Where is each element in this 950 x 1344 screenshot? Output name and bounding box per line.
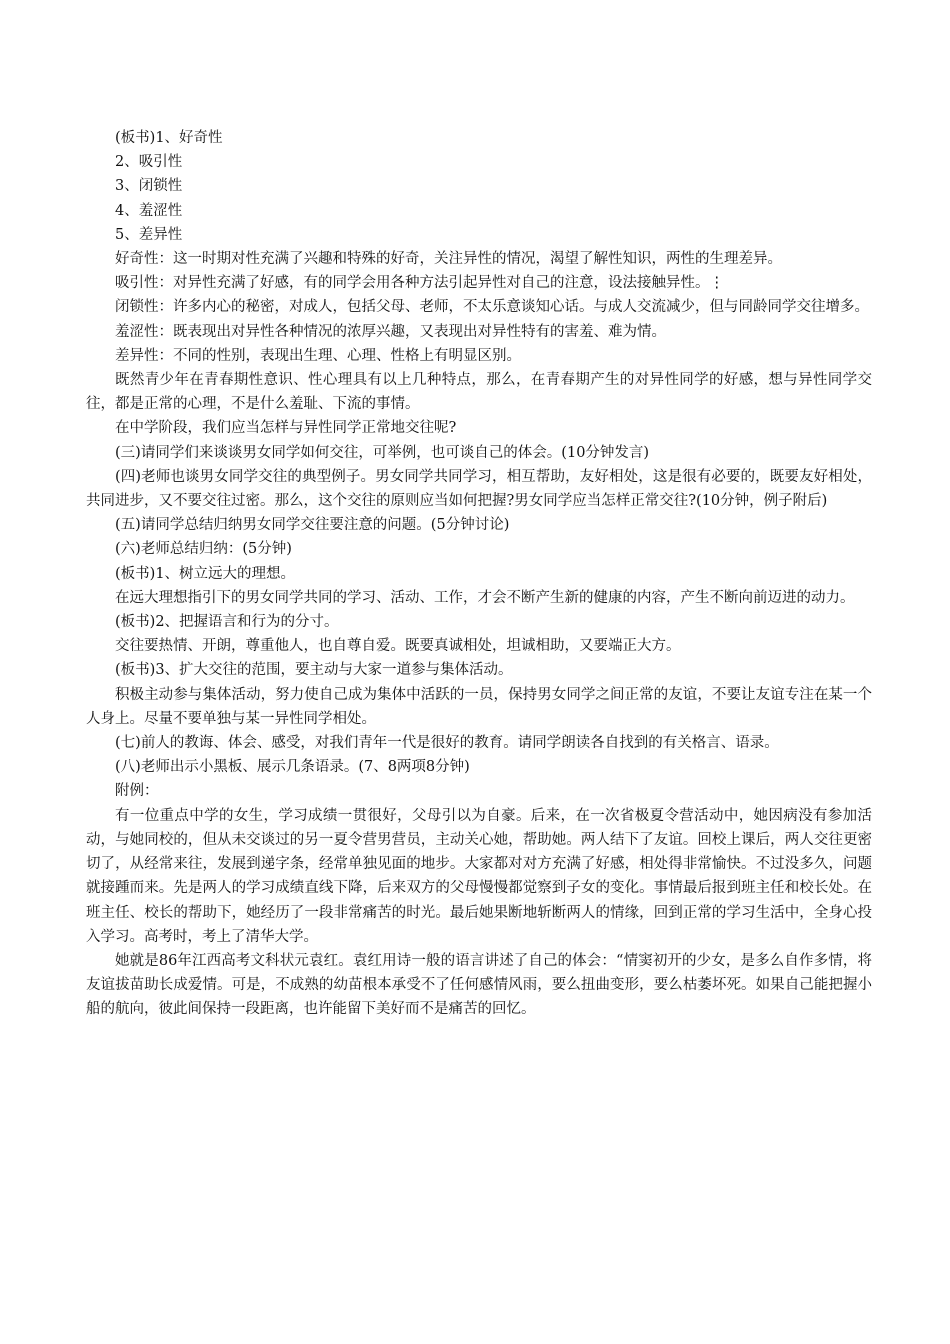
paragraph-closedness: 闭锁性：许多内心的秘密，对成人，包括父母、老师，不太乐意谈知心话。与成人交流减少，但与同龄同学交往增多。 <box>115 299 869 316</box>
board-point-3-text: 积极主动参与集体活动，努力使自己成为集体中活跃的一员，保持男女同学之间正常的友谊，不要让友谊专注在某一个人身上。尽量不要单独与某一异性同学相处。 <box>86 686 872 727</box>
step-five: (五)请同学总结归纳男女同学交往要注意的问题。(5分钟讨论) <box>115 517 510 534</box>
heading-attraction: 2、吸引性 <box>115 154 183 171</box>
paragraph-difference: 差异性：不同的性别，表现出生理、心理、性格上有明显区别。 <box>115 347 521 364</box>
heading-closedness: 3、闭锁性 <box>115 178 183 195</box>
step-six: (六)老师总结归纳：(5分钟) <box>115 541 292 558</box>
document-body <box>86 126 872 1022</box>
appendix-quote: 她就是86年江西高考文科状元袁红。袁红用诗一般的语言讲述了自己的体会：“情窦初开的少女，是多么自作多情，将友谊拔苗助长成爱情。可是，不成熟的幼苗根本承受不了任何感情风雨，要么扭曲变形，要么枯萎坏死。如果自己能把握小船的航向，彼此间保持一段距离，也许能留下美好而不是痛苦的回忆。 <box>86 952 872 1018</box>
paragraph-attraction: 吸引性：对异性充满了好感，有的同学会用各种方法引起异性对自己的注意，设法接触异性。⋮ <box>115 275 724 292</box>
step-eight: (八)老师出示小黑板、展示几条语录。(7、8两项8分钟) <box>115 759 470 776</box>
board-point-2: (板书)2、把握语言和行为的分寸。 <box>115 614 339 631</box>
paragraph-conclusion: 既然青少年在青春期性意识、性心理具有以上几种特点，那么，在青春期产生的对异性同学的好感，想与异性同学交往，都是正常的心理，不是什么羞耻、下流的事情。 <box>86 372 872 413</box>
paragraph-shyness: 羞涩性：既表现出对异性各种情况的浓厚兴趣，又表现出对异性特有的害羞、难为情。 <box>115 323 666 340</box>
heading-difference: 5、差异性 <box>115 226 183 243</box>
appendix-story: 有一位重点中学的女生，学习成绩一贯很好，父母引以为自豪。后来，在一次省极夏令营活动中，她因病没有参加活动，与她同校的，但从未交谈过的另一夏令营男营员，主动关心她，帮助她。两人结下了友谊。回校上课后，两人交往更密切了，从经常来往，发展到递字条，经常单独见面的地步。大家都对对方充满了好感，相处得非常愉快。不过没多久，问题就接踵而来。先是两人的学习成绩直线下降，后来双方的父母慢慢都觉察到子女的变化。事情最后报到班主任和校长处。在班主任、校长的帮助下，她经历了一段非常痛苦的时光。最后她果断地斩断两人的情缘，回到正常的学习生活中，全身心投入学习。高考时，考上了清华大学。 <box>86 807 872 945</box>
paragraph-curiosity: 好奇性：这一时期对性充满了兴趣和特殊的好奇，关注异性的情况，渴望了解性知识，两性的生理差异。 <box>115 251 782 268</box>
board-point-1-text: 在远大理想指引下的男女同学共同的学习、活动、工作，才会不断产生新的健康的内容，产生不断向前迈进的动力。 <box>115 589 855 606</box>
heading-curiosity: (板书)1、好奇性 <box>115 130 223 146</box>
heading-shyness: 4、羞涩性 <box>115 202 183 219</box>
board-point-1: (板书)1、树立远大的理想。 <box>115 565 296 582</box>
board-point-3: (板书)3、扩大交往的范围，要主动与大家一道参与集体活动。 <box>115 662 513 679</box>
board-point-2-text: 交往要热情、开朗，尊重他人，也自尊自爱。既要真诚相处，坦诚相助，又要端正大方。 <box>115 638 681 655</box>
paragraph-question: 在中学阶段，我们应当怎样与异性同学正常地交往呢? <box>115 420 457 437</box>
appendix-label: 附例： <box>115 783 159 800</box>
step-seven: (七)前人的教诲、体会、感受，对我们青年一代是很好的教育。请同学朗读各自找到的有关格言、语录。 <box>115 735 779 752</box>
step-four: (四)老师也谈男女同学交往的典型例子。男女同学共同学习，相互帮助，友好相处，这是很有必要的，既要友好相处，共同进步，又不要交往过密。那么，这个交往的原则应当如何把握?男女同学应当怎样正常交往?(10分钟，例子附后) <box>86 468 872 510</box>
step-three: (三)请同学们来谈谈男女同学如何交往，可举例，也可谈自己的体会。(10分钟发言) <box>115 444 650 461</box>
